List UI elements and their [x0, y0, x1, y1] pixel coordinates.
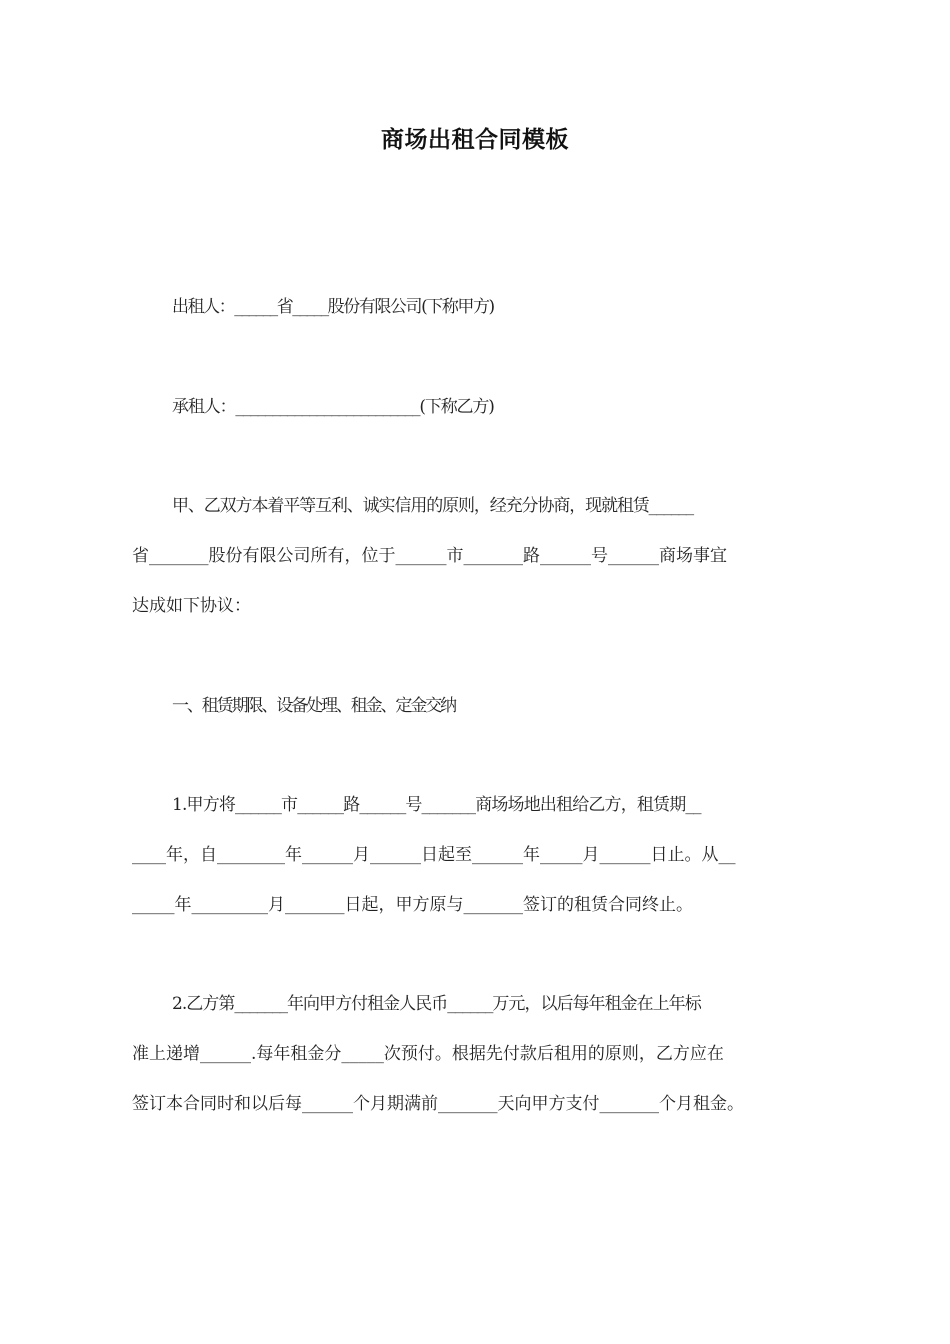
preamble-line: 甲、乙双方本着平等互利、诚实信用的原则，经充分协商，现就租赁______	[172, 496, 693, 516]
preamble-line: 达成如下协议：	[132, 596, 251, 616]
clause-2-line: 2.乙方第_______年向甲方付租金人民币______万元，以后每年租金在上年标	[172, 994, 701, 1014]
preamble-line: 省_______股份有限公司所有，位于______市_______路______号______商场事宜	[132, 546, 727, 566]
clause-2-line: 准上递增______.每年租金分_____次预付。根据先付款后租用的原则，乙方应在	[132, 1044, 724, 1064]
lessor-line: 出租人：______省_____股份有限公司(下称甲方)	[172, 297, 494, 317]
document-title: 商场出租合同模板	[381, 127, 569, 153]
clause-1-line: 1.甲方将______市______路______号_______商场场地出租给乙方，租赁期__	[172, 795, 701, 815]
clause-1-line: ____年，自________年______月______日起至______年_____月______日止。从__	[132, 845, 736, 865]
section-heading: 一、租赁期限、设备处理、租金、定金交纳	[172, 696, 455, 716]
lessee-line: 承租人：_________________________(下称乙方)	[172, 397, 494, 417]
clause-1-line: _____年_________月_______日起，甲方原与_______签订的租赁合同终止。	[132, 895, 693, 915]
clause-2-line: 签订本合同时和以后每______个月期满前_______天向甲方支付_______个月租金。	[132, 1094, 744, 1114]
